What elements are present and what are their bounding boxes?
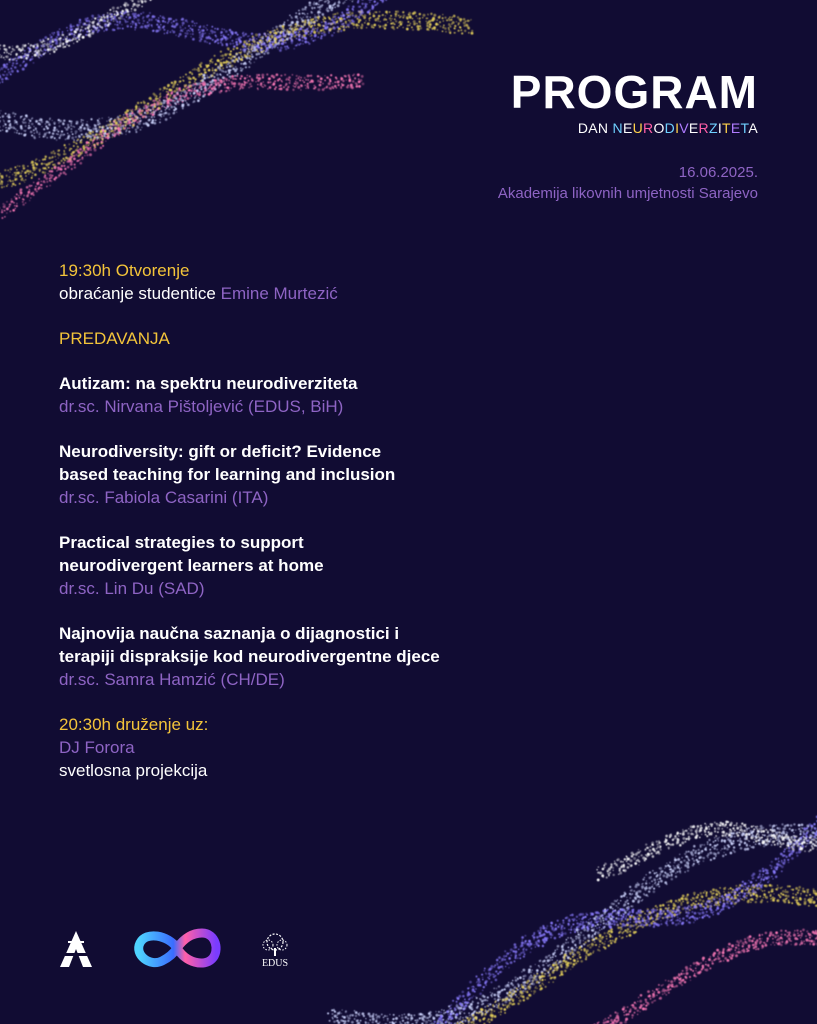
- infinity-logo-icon: [132, 925, 222, 971]
- subtitle-letter: R: [643, 120, 654, 136]
- program-content: [59, 259, 579, 782]
- dj-name: DJ Forora: [59, 738, 135, 757]
- lecture-title: terapiji dispraksije kod neurodivergentne djece: [59, 647, 440, 666]
- lecture-speaker: dr.sc. Fabiola Casarini (ITA): [59, 488, 269, 507]
- bottom-right-particle-wave: [327, 804, 817, 1024]
- lecture-item: [59, 440, 579, 509]
- lecture-title: Najnovija naučna saznanja o dijagnostici i: [59, 624, 400, 643]
- subtitle-letter: I: [717, 120, 723, 136]
- subtitle-letter: I: [675, 120, 680, 136]
- event-venue: Akademija likovnih umjetnosti Sarajevo: [497, 185, 758, 202]
- subtitle-letter: D: [664, 120, 676, 136]
- subtitle-letter: E: [730, 120, 741, 136]
- subtitle-letter: V: [679, 120, 689, 136]
- subtitle-letter: Z: [708, 120, 718, 136]
- lecture-speaker: dr.sc. Nirvana Pištoljević (EDUS, BiH): [59, 397, 344, 416]
- opening-address-prefix: obraćanje studentice: [59, 284, 221, 303]
- page-title: PROGRAM: [510, 66, 758, 118]
- subtitle-prefix: DAN: [577, 120, 613, 136]
- lecture-title: neurodivergent learners at home: [59, 556, 324, 575]
- lecture-item: [59, 372, 579, 418]
- lecture-title: Practical strategies to support: [59, 533, 304, 552]
- lecture-speaker: dr.sc. Samra Hamzić (CH/DE): [59, 670, 285, 689]
- subtitle-letter: T: [740, 120, 749, 136]
- event-subtitle: [498, 120, 758, 136]
- lecture-title: Neurodiversity: gift or deficit? Evidence: [59, 442, 382, 461]
- event-date: 16.06.2025.: [678, 164, 758, 181]
- light-projection: svetlosna projekcija: [59, 761, 208, 780]
- opening-time: 19:30h Otvorenje: [59, 261, 190, 280]
- edus-logo-icon: [255, 931, 295, 969]
- lecture-title: based teaching for learning and inclusion: [59, 465, 396, 484]
- subtitle-letter: T: [722, 120, 731, 136]
- lecture-title: Autizam: na spektru neurodiverziteta: [59, 374, 358, 393]
- opening-speaker-name: Emine Murtezić: [220, 284, 338, 303]
- subtitle-letter: A: [748, 120, 758, 136]
- subtitle-letter: E: [688, 120, 699, 136]
- opening-address: [59, 282, 579, 305]
- social-time: 20:30h druženje uz:: [59, 715, 209, 734]
- top-left-particle-wave: [0, 0, 503, 219]
- lecture-item: [59, 531, 579, 600]
- lecture-speaker: dr.sc. Lin Du (SAD): [59, 579, 205, 598]
- subtitle-letter: O: [653, 120, 665, 136]
- edus-logo-text: EDUS: [261, 958, 289, 969]
- lectures-heading: PREDAVANJA: [59, 329, 170, 348]
- academy-logo-icon: [59, 929, 93, 969]
- lecture-item: [59, 622, 579, 691]
- subtitle-letter: E: [622, 120, 633, 136]
- subtitle-colored-word: [613, 120, 758, 136]
- subtitle-letter: U: [632, 120, 644, 136]
- subtitle-letter: N: [612, 120, 623, 136]
- subtitle-letter: R: [698, 120, 709, 136]
- header: [498, 66, 758, 204]
